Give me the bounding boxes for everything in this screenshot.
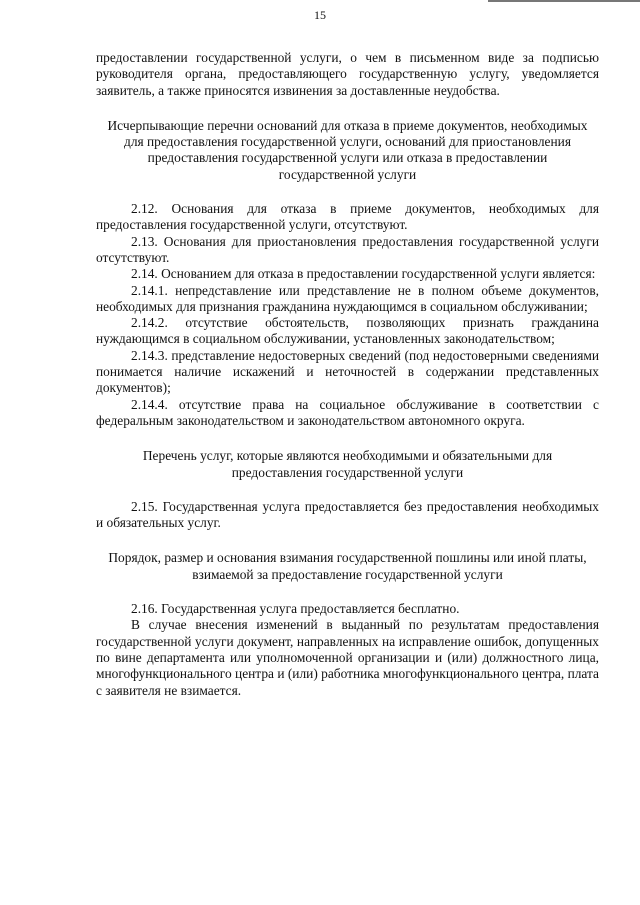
section-heading: Исчерпывающие перечни оснований для отказа в приеме документов, необходимых для предоставления государственной услуги, оснований для приостановления предоставления государственной услуги или отказа в предоставлении государственной услуги — [107, 117, 588, 182]
paragraph: 2.14.3. представление недостоверных сведений (под недостоверными сведениями понимается наличие искажений и неточностей в содержании представленных документов); — [96, 347, 599, 396]
paragraph: 2.14.1. непредставление или представление не в полном объеме документов, необходимых для признания гражданина нуждающимся в социальном обслуживании; — [96, 282, 599, 314]
paragraph: 2.14. Основанием для отказа в предоставлении государственной услуги является: — [131, 266, 596, 282]
paragraph: 2.12. Основания для отказа в приеме документов, необходимых для предоставления государственной услуги, отсутствуют. — [96, 201, 599, 233]
section-spacer — [96, 183, 599, 201]
section-spacer — [96, 531, 599, 550]
paragraph: 2.14.4. отсутствие права на социальное обслуживание в соответствии с федеральным законодательством и законодательством автономного округа. — [96, 396, 599, 428]
section-heading: Порядок, размер и основания взимания государственной пошлины или иной платы, взимаемой за предоставление государственной услуги — [108, 550, 587, 582]
section-heading: Перечень услуг, которые являются необходимыми и обязательными для предоставления государственной услуги — [142, 448, 553, 480]
section-spacer — [96, 583, 599, 601]
paragraph: В случае внесения изменений в выданный по результатам предоставления государственной услуги документ, направленных на исправление ошибок, допущенных по вине департамента или уполномоченной организации и (или) должностного лица, многофункционального центра и (или) работника многофункционального центра, плата с заявителя не взимается. — [96, 617, 599, 698]
section-spacer — [96, 99, 599, 118]
page-number: 15 — [314, 8, 326, 22]
paragraph: 2.16. Государственная услуга предоставляется бесплатно. — [131, 601, 460, 617]
paragraph: 2.13. Основания для приостановления предоставления государственной услуги отсутствуют. — [96, 233, 599, 265]
document-body — [96, 50, 599, 699]
paragraph: 2.15. Государственная услуга предоставляется без предоставления необходимых и обязательных услуг. — [96, 498, 599, 531]
paragraph: предоставлении государственной услуги, о чем в письменном виде за подписью руководителя органа, предоставляющего государственную услугу, уведомляется заявитель, а также приносятся извинения за доставленные неудобства. — [96, 50, 599, 98]
paragraph: 2.14.2. отсутствие обстоятельств, позволяющих признать гражданина нуждающимся в социальном обслуживании, установленных законодательством; — [96, 315, 599, 347]
section-spacer — [96, 429, 599, 448]
section-spacer — [96, 481, 599, 499]
top-border-line — [488, 0, 640, 2]
